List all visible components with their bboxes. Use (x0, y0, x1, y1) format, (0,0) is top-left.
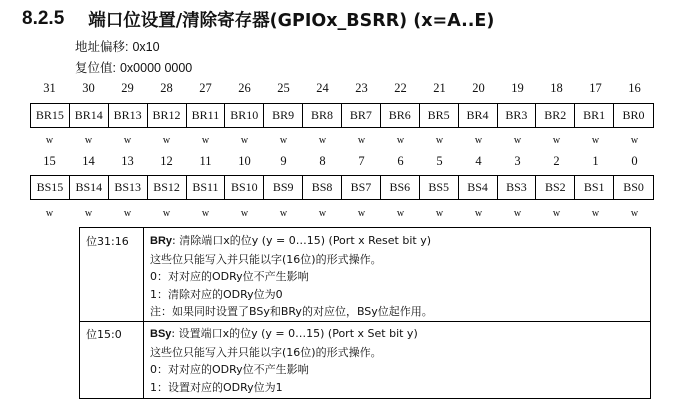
address-offset-label: 地址偏移: (75, 40, 129, 54)
access-type: w (240, 208, 249, 219)
bit-number: 8 (319, 154, 326, 168)
access-type: w (162, 208, 171, 219)
access-type: w (318, 135, 327, 146)
bit-number: 15 (43, 154, 56, 168)
description-row-br (80, 228, 650, 322)
bit-number: 0 (631, 154, 638, 168)
bit-number: 17 (589, 81, 602, 95)
access-type: w (357, 135, 366, 146)
bit-number: 13 (121, 154, 134, 168)
access-type: w (201, 135, 210, 146)
bit-number: 4 (475, 154, 482, 168)
register-field: BR13 (109, 104, 148, 127)
description-line: 0：对对应的ODRy位不产生影响 (150, 363, 309, 377)
access-type: w (552, 208, 561, 219)
register-field: BS4 (459, 176, 498, 199)
reset-value (75, 58, 192, 76)
bit-number: 1 (592, 154, 599, 168)
bit-number: 21 (433, 81, 446, 95)
access-type: w (474, 135, 483, 146)
field-name: BSy (150, 328, 172, 340)
bit-number: 26 (238, 81, 251, 95)
upper-bit-numbers (30, 81, 654, 96)
register-field: BS12 (148, 176, 187, 199)
bit-number: 23 (355, 81, 368, 95)
access-type: w (123, 208, 132, 219)
description-line: 1：设置对应的ODRy位为1 (150, 380, 283, 394)
access-type: w (513, 208, 522, 219)
bit-number: 24 (316, 81, 329, 95)
bit-number: 12 (160, 154, 173, 168)
reset-value-label: 复位值: (75, 61, 116, 75)
register-field: BR7 (342, 104, 381, 127)
access-type: w (201, 208, 210, 219)
upper-access-row (30, 135, 654, 146)
register-field: BR8 (303, 104, 342, 127)
access-type: w (552, 135, 561, 146)
bit-number: 11 (199, 154, 212, 168)
access-type: w (84, 135, 93, 146)
section-title: 端口位设置/清除寄存器(GPIOx_BSRR) (x=A..E) (88, 10, 495, 31)
address-offset-value: 0x10 (132, 40, 160, 54)
summary-text: : 设置端口x的位y (y = 0…15) (Port x Set bit y) (171, 327, 418, 340)
access-type: w (630, 135, 639, 146)
bit-number: 19 (511, 81, 524, 95)
bit-number: 28 (160, 81, 173, 95)
bit-number: 27 (199, 81, 212, 95)
description-summary (150, 232, 646, 251)
register-field: BS7 (342, 176, 381, 199)
bit-description-table (79, 227, 651, 399)
register-field: BS10 (225, 176, 264, 199)
lower-bit-numbers (30, 154, 654, 169)
register-field: BS3 (498, 176, 537, 199)
register-field: BS9 (264, 176, 303, 199)
register-field: BS0 (623, 180, 644, 194)
field-name: BRy (150, 235, 173, 247)
access-type: w (474, 208, 483, 219)
register-field: BR4 (459, 104, 498, 127)
register-field: BS1 (575, 176, 614, 199)
section-heading (22, 4, 494, 34)
bit-number: 31 (43, 81, 56, 95)
access-type: w (630, 208, 639, 219)
access-type: w (123, 135, 132, 146)
reset-value-value: 0x0000 0000 (119, 61, 193, 75)
register-field: BR9 (264, 104, 303, 127)
register-field: BR11 (187, 104, 226, 127)
register-field: BS15 (31, 176, 70, 199)
bit-number: 25 (277, 81, 290, 95)
bit-number: 29 (121, 81, 134, 95)
access-type: w (240, 135, 249, 146)
description-text (150, 325, 646, 396)
description-line: 1：清除对应的ODRy位为0 (150, 287, 283, 301)
bit-number: 9 (280, 154, 287, 168)
description-line: 这些位只能写入并只能以字(16位)的形式操作。 (150, 345, 382, 359)
description-note: 注：如果同时设置了BSy和BRy的对应位，BSy位起作用。 (150, 305, 433, 319)
access-type: w (279, 135, 288, 146)
bit-number: 18 (550, 81, 563, 95)
bit-number: 30 (82, 81, 95, 95)
access-type: w (591, 208, 600, 219)
bit-number: 22 (394, 81, 407, 95)
register-field: BS11 (187, 176, 226, 199)
description-text (150, 232, 646, 321)
access-type: w (513, 135, 522, 146)
register-field: BS14 (70, 176, 109, 199)
lower-access-row (30, 208, 654, 219)
access-type: w (45, 208, 54, 219)
bit-range: 位15:0 (80, 321, 144, 398)
access-type: w (162, 135, 171, 146)
register-field: BS5 (420, 176, 459, 199)
access-type: w (396, 208, 405, 219)
bit-range: 位31:16 (80, 228, 144, 321)
bit-number: 10 (238, 154, 251, 168)
access-type: w (396, 135, 405, 146)
register-field: BS6 (381, 176, 420, 199)
bit-number: 3 (514, 154, 521, 168)
access-type: w (435, 208, 444, 219)
register-field: BR2 (536, 104, 575, 127)
bit-number: 7 (358, 154, 365, 168)
description-line: 这些位只能写入并只能以字(16位)的形式操作。 (150, 252, 382, 266)
access-type: w (45, 135, 54, 146)
register-field: BR6 (381, 104, 420, 127)
register-field: BR1 (575, 104, 614, 127)
lower-register-row (30, 175, 654, 200)
register-field: BR0 (622, 108, 645, 122)
access-type: w (357, 208, 366, 219)
address-offset (75, 37, 160, 55)
access-type: w (279, 208, 288, 219)
register-field: BR12 (148, 104, 187, 127)
description-summary (150, 325, 646, 344)
register-field: BS8 (303, 176, 342, 199)
register-field: BR14 (70, 104, 109, 127)
description-line: 0：对对应的ODRy位不产生影响 (150, 270, 309, 284)
bit-number: 2 (553, 154, 560, 168)
access-type: w (84, 208, 93, 219)
access-type: w (591, 135, 600, 146)
description-row-bs (80, 321, 650, 398)
register-field: BR10 (225, 104, 264, 127)
access-type: w (318, 208, 327, 219)
section-number: 8.2.5 (22, 8, 65, 29)
register-field: BR3 (498, 104, 537, 127)
register-field: BR5 (420, 104, 459, 127)
register-field: BR15 (31, 104, 70, 127)
access-type: w (435, 135, 444, 146)
bit-number: 6 (397, 154, 404, 168)
upper-register-row (30, 103, 654, 128)
register-field: BS2 (536, 176, 575, 199)
bit-number: 14 (82, 154, 95, 168)
bit-number: 20 (472, 81, 485, 95)
summary-text: : 清除端口x的位y (y = 0…15) (Port x Reset bit y) (172, 234, 432, 247)
bit-number: 5 (436, 154, 443, 168)
register-field: BS13 (109, 176, 148, 199)
bit-number: 16 (628, 81, 641, 95)
